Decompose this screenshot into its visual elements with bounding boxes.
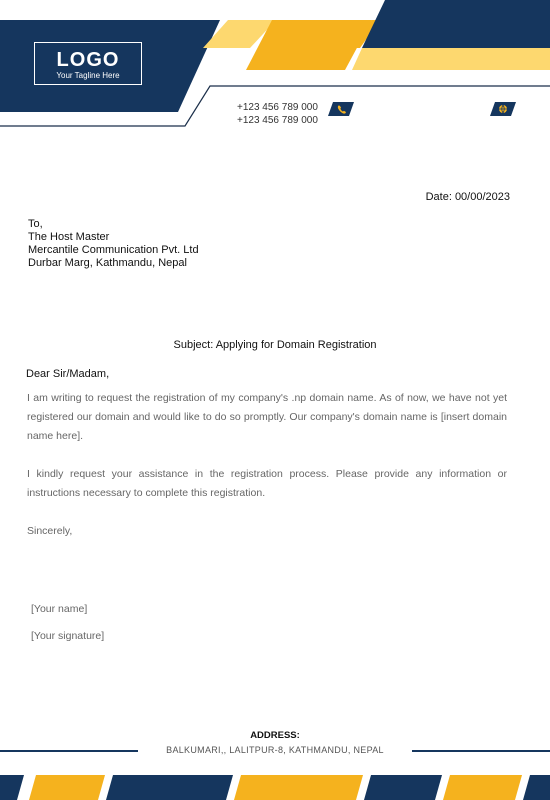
globe-icon [490, 102, 516, 116]
footer-address-label: ADDRESS: [250, 730, 300, 741]
logo [34, 42, 142, 85]
phone-number-1: +123 456 789 000 [237, 102, 318, 113]
name-placeholder: [Your name] [31, 603, 88, 615]
footer-divider-left [0, 750, 138, 752]
closing: Sincerely, [27, 525, 73, 537]
logo-tagline: Your Tagline Here [56, 71, 120, 80]
footer-address: BALKUMARI,, LALITPUR-8, KATHMANDU, NEPAL [166, 745, 384, 755]
letter-date: Date: 00/00/2023 [425, 191, 510, 203]
recipient-line-3: Mercantile Communication Pvt. Ltd [28, 244, 199, 256]
recipient-line-2: The Host Master [28, 231, 110, 243]
recipient-block [28, 218, 199, 270]
footer-divider-right [412, 750, 550, 752]
body-paragraph-1: I am writing to request the registration of my company's .np domain name. As of now, we have not yet registered our domain and would like to do so promptly. Our company's domain name is [insert domain name here]. [27, 392, 507, 442]
footer-stripe-decoration [0, 775, 550, 800]
recipient-line-1: To, [28, 218, 43, 230]
phone-icon [328, 102, 354, 116]
phone-number-2: +123 456 789 000 [237, 115, 318, 126]
logo-text: LOGO [56, 49, 120, 71]
body-paragraph-2: I kindly request your assistance in the registration process. Please provide any information or instructions necessary to complete this registration. [27, 468, 507, 499]
recipient-line-4: Durbar Marg, Kathmandu, Nepal [28, 257, 187, 269]
letter-subject: Subject: Applying for Domain Registration [173, 339, 377, 351]
salutation: Dear Sir/Madam, [26, 368, 110, 380]
signature-placeholder: [Your signature] [31, 630, 105, 642]
